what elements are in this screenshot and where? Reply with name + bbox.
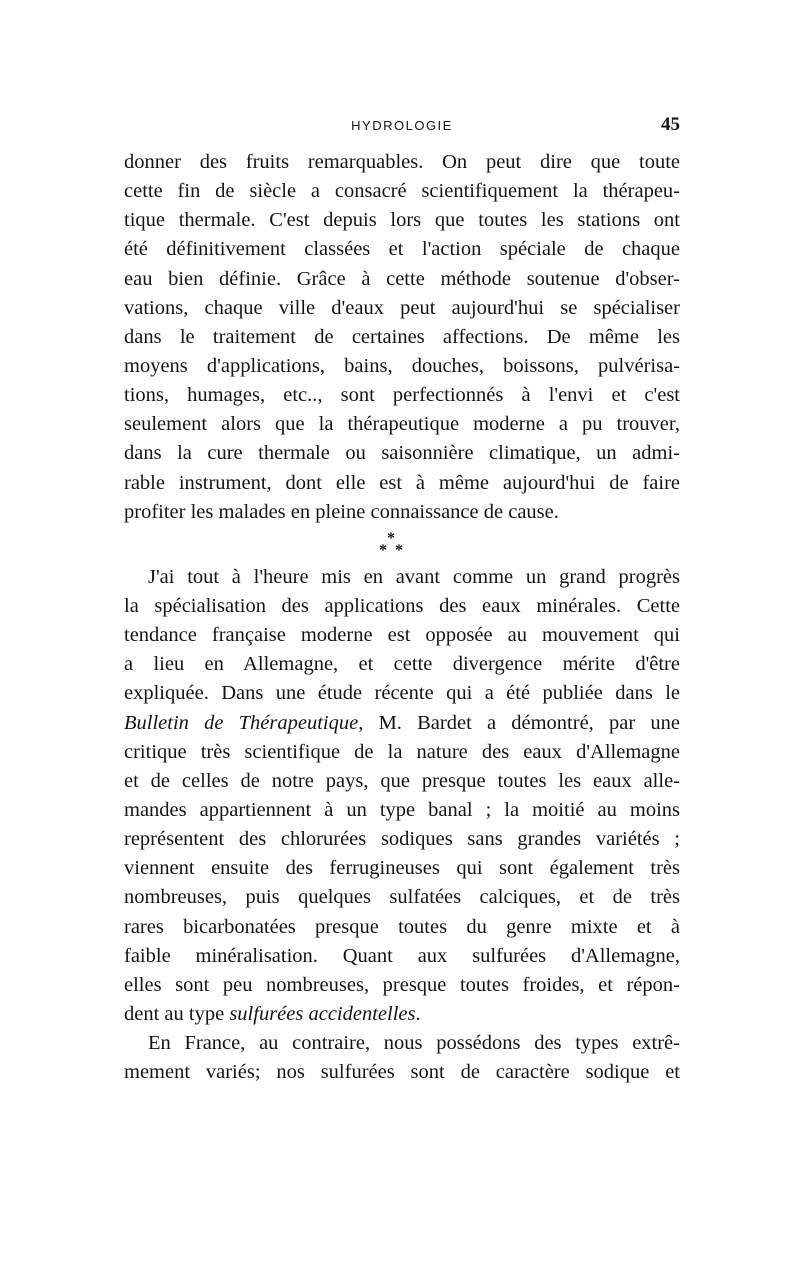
text-line: représentent des chlorurées sodiques sans grandes variétés ; bbox=[124, 828, 680, 851]
page-number: 45 bbox=[661, 114, 680, 135]
asterism-star: * bbox=[395, 541, 403, 559]
text-line: dans la cure thermale ou saisonnière climatique, un admi- bbox=[124, 442, 680, 465]
text-line: a lieu en Allemagne, et cette divergence mérite d'être bbox=[124, 653, 680, 676]
body-text bbox=[124, 148, 680, 1087]
running-header bbox=[124, 114, 680, 138]
text-segment: dent au type bbox=[124, 1002, 230, 1025]
text-line: elles sont peu nombreuses, presque toutes froides, et répon- bbox=[124, 973, 680, 996]
text-line: nombreuses, puis quelques sulfatées calciques, et de très bbox=[124, 886, 680, 909]
asterism-star: * bbox=[387, 529, 395, 547]
text-line: mement variés; nos sulfurées sont de caractère sodique et bbox=[124, 1061, 680, 1084]
text-line: J'ai tout à l'heure mis en avant comme un grand progrès bbox=[148, 565, 680, 588]
text-line: vations, chaque ville d'eaux peut aujourd'hui se spécialiser bbox=[124, 296, 680, 319]
text-line: viennent ensuite des ferrugineuses qui sont également très bbox=[124, 857, 680, 880]
paragraph-3 bbox=[124, 1029, 680, 1087]
text-line: été définitivement classées et l'action spéciale de chaque bbox=[124, 238, 680, 261]
paragraph-2 bbox=[124, 563, 680, 1029]
text-line: En France, au contraire, nous possédons des types extrê- bbox=[148, 1032, 680, 1055]
text-line: rable instrument, dont elle est à même aujourd'hui de faire bbox=[124, 471, 680, 494]
text-line: mandes appartiennent à un type banal ; la moitié au moins bbox=[124, 798, 680, 821]
text-line: donner des fruits remarquables. On peut dire que toute bbox=[124, 151, 680, 173]
text-line: rares bicarbonatées presque toutes du genre mixte et à bbox=[124, 915, 680, 938]
text-segment: . bbox=[415, 1002, 421, 1025]
journal-title: Bulletin de Thérapeutique bbox=[124, 711, 359, 734]
text-line bbox=[124, 1000, 680, 1029]
text-line: moyens d'applications, bains, douches, boissons, pulvérisa- bbox=[124, 354, 680, 377]
running-title: HYDROLOGIE bbox=[351, 118, 453, 133]
text-line: faible minéralisation. Quant aux sulfurées d'Allemagne, bbox=[124, 944, 680, 967]
text-line: cette fin de siècle a consacré scientifiquement la thérapeu- bbox=[124, 180, 680, 203]
text-line: eau bien définie. Grâce à cette méthode soutenue d'obser- bbox=[124, 267, 680, 290]
text-line: dans le traitement de certaines affections. De même les bbox=[124, 325, 680, 348]
asterism-star: * bbox=[379, 541, 387, 559]
text-line: seulement alors que la thérapeutique moderne a pu trouver, bbox=[124, 413, 680, 436]
text-line bbox=[124, 709, 680, 738]
text-line: tendance française moderne est opposée au mouvement qui bbox=[124, 624, 680, 647]
section-asterism bbox=[124, 527, 680, 563]
text-line: la spécialisation des applications des eaux minérales. Cette bbox=[124, 594, 680, 617]
paragraph-1 bbox=[124, 148, 680, 527]
emphasized-term: sulfurées accidentelles bbox=[229, 1002, 416, 1025]
text-line: tique thermale. C'est depuis lors que toutes les stations ont bbox=[124, 209, 680, 232]
text-line: expliquée. Dans une étude récente qui a été publiée dans le bbox=[124, 682, 680, 705]
text-segment: , M. Bardet a démontré, par une bbox=[358, 711, 680, 734]
text-line: critique très scientifique de la nature des eaux d'Allemagne bbox=[124, 740, 680, 763]
text-line: profiter les malades en pleine connaissance de cause. bbox=[124, 500, 559, 523]
text-line: tions, humages, etc.., sont perfectionnés à l'envi et c'est bbox=[124, 384, 680, 407]
text-line: et de celles de notre pays, que presque toutes les eaux alle- bbox=[124, 769, 680, 792]
